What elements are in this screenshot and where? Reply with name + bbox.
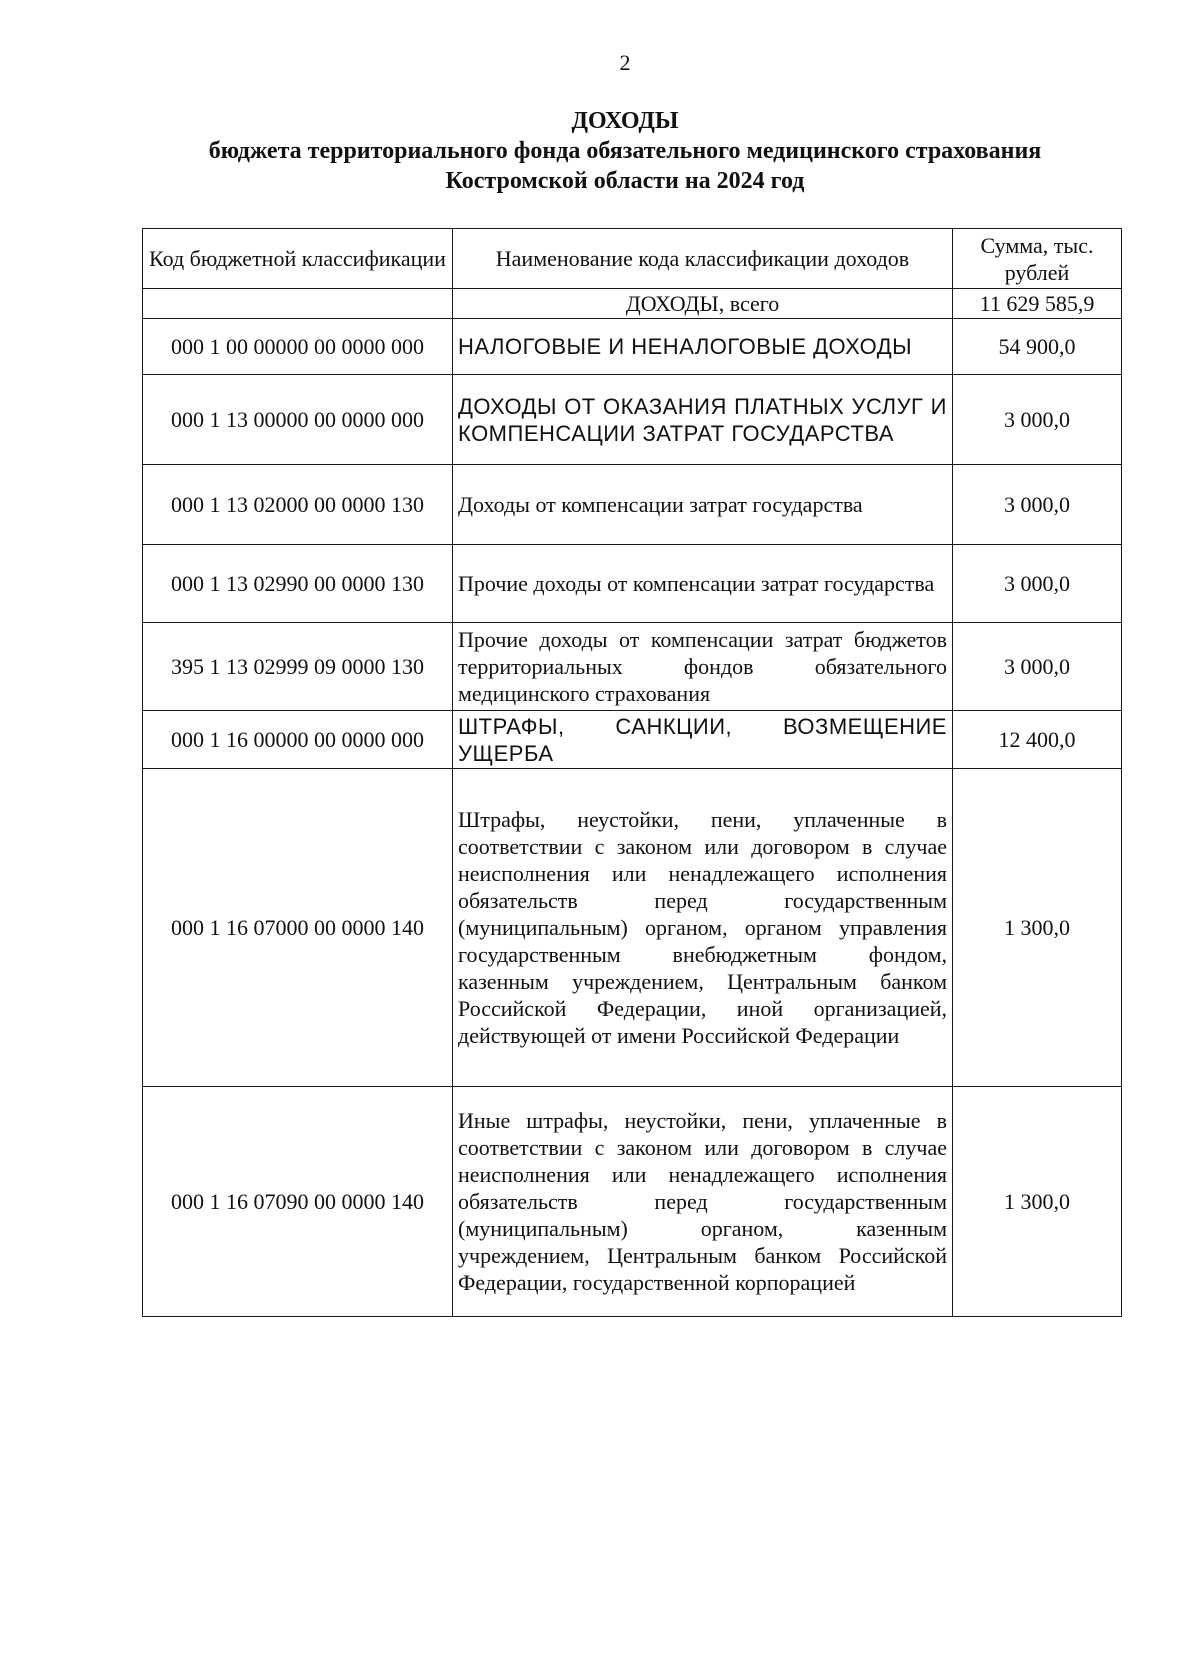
row-sum: 3 000,0 — [953, 465, 1122, 545]
row-name: Прочие доходы от компенсации затрат государства — [453, 545, 953, 623]
total-name: ДОХОДЫ, всего — [453, 289, 953, 319]
row-sum: 3 000,0 — [953, 545, 1122, 623]
row-sum: 54 900,0 — [953, 319, 1122, 375]
total-code — [143, 289, 453, 319]
row-code: 000 1 16 00000 00 0000 000 — [143, 711, 453, 769]
table-row — [143, 375, 1122, 465]
table-row — [143, 545, 1122, 623]
title-line-2: бюджета территориального фонда обязательного медицинского страхования — [208, 138, 1042, 164]
total-sum: 11 629 585,9 — [953, 289, 1122, 319]
row-code: 000 1 13 02000 00 0000 130 — [143, 465, 453, 545]
header-sum: Сумма, тыс. рублей — [953, 229, 1122, 289]
table-row — [143, 319, 1122, 375]
row-sum: 1 300,0 — [953, 1087, 1122, 1317]
header-name: Наименование кода классификации доходов — [453, 229, 953, 289]
row-name: НАЛОГОВЫЕ И НЕНАЛОГОВЫЕ ДОХОДЫ — [453, 319, 953, 375]
total-row — [143, 289, 1122, 319]
table-row — [143, 623, 1122, 711]
row-name: Прочие доходы от компенсации затрат бюджетов территориальных фондов обязательного медицинского страхования — [453, 623, 953, 711]
page-number: 2 — [619, 50, 631, 75]
row-code: 000 1 13 00000 00 0000 000 — [143, 375, 453, 465]
table-row — [143, 1087, 1122, 1317]
row-name: ШТРАФЫ, САНКЦИИ, ВОЗМЕЩЕНИЕ УЩЕРБА — [453, 711, 953, 769]
row-code: 000 1 00 00000 00 0000 000 — [143, 319, 453, 375]
row-name: ДОХОДЫ ОТ ОКАЗАНИЯ ПЛАТНЫХ УСЛУГ И КОМПЕНСАЦИИ ЗАТРАТ ГОСУДАРСТВА — [453, 375, 953, 465]
document-title — [0, 106, 1200, 196]
income-table — [142, 228, 1122, 1317]
row-name: Иные штрафы, неустойки, пени, уплаченные в соответствии с законом или договором в случае неисполнения или ненадлежащего исполнения обязательств перед государственным (муниципальным) органом, казенным учреждением, Центральным банком Российской Федерации, государственной корпорацией — [453, 1087, 953, 1317]
row-sum: 1 300,0 — [953, 769, 1122, 1087]
row-code: 000 1 13 02990 00 0000 130 — [143, 545, 453, 623]
table-header-row — [143, 229, 1122, 289]
row-sum: 3 000,0 — [953, 375, 1122, 465]
row-name: Доходы от компенсации затрат государства — [453, 465, 953, 545]
table-row — [143, 465, 1122, 545]
table-row — [143, 711, 1122, 769]
title-line-1: ДОХОДЫ — [571, 108, 679, 134]
row-sum: 12 400,0 — [953, 711, 1122, 769]
row-code: 395 1 13 02999 09 0000 130 — [143, 623, 453, 711]
header-code: Код бюджетной классификации — [143, 229, 453, 289]
table-row — [143, 769, 1122, 1087]
title-line-3: Костромской области на 2024 год — [445, 168, 805, 194]
row-code: 000 1 16 07090 00 0000 140 — [143, 1087, 453, 1317]
row-sum: 3 000,0 — [953, 623, 1122, 711]
row-code: 000 1 16 07000 00 0000 140 — [143, 769, 453, 1087]
row-name: Штрафы, неустойки, пени, уплаченные в соответствии с законом или договором в случае неисполнения или ненадлежащего исполнения обязательств перед государственным (муниципальным) органом, органом управления государственным внебюджетным фондом, казенным учреждением, Центральным банком Российской Федерации, иной организацией, действующей от имени Российской Федерации — [453, 769, 953, 1087]
